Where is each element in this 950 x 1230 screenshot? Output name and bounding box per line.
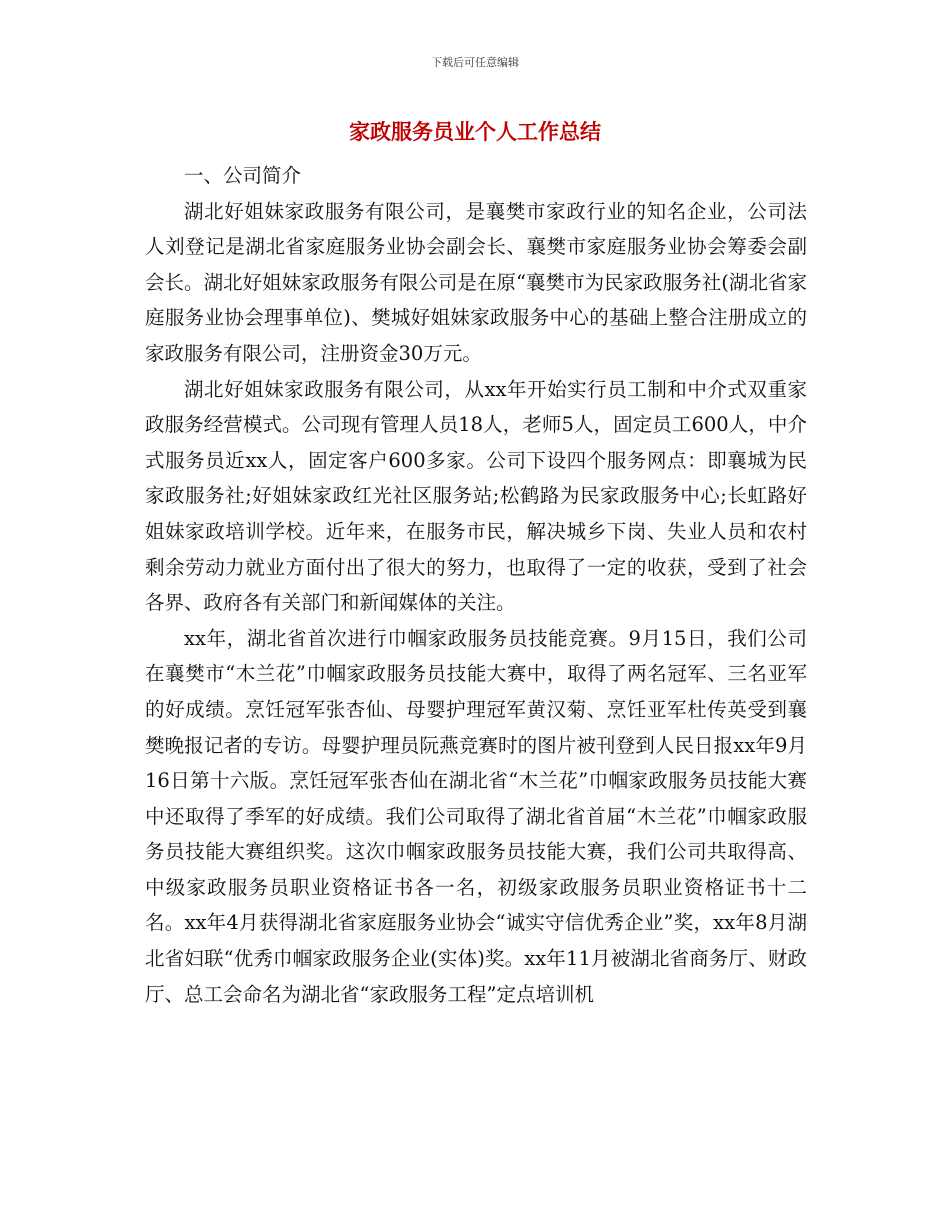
- paragraph-company-profile: 湖北好姐妹家政服务有限公司，是襄樊市家政行业的知名企业，公司法人刘登记是湖北省家庭服务业协会副会长、襄樊市家庭服务业协会筹委会副会长。湖北好姐妹家政服务有限公司是在原“襄樊市为民家政服务社(湖北省家庭服务业协会理事单位)、樊城好姐妹家政服务中心的基础上整合注册成立的家政服务有限公司，注册资金30万元。: [145, 199, 807, 365]
- section-heading: 一、公司简介: [184, 164, 302, 187]
- header-note: 下载后可任意编辑: [431, 56, 519, 69]
- document-body: [145, 158, 807, 1012]
- paragraph-business-model: 湖北好姐妹家政服务有限公司，从xx年开始实行员工制和中介式双重家政服务经营模式。公司现有管理人员18人，老师5人，固定员工600人，中介式服务员近xx人，固定客户600多家。公司下设四个服务网点：即襄城为民家政服务社;好姐妹家政红光社区服务站;松鹤路为民家政服务中心;长虹路好姐妹家政培训学校。近年来，在服务市民，解决城乡下岗、失业人员和农村剩余劳动力就业方面付出了很大的努力，也取得了一定的收获，受到了社会各界、政府各有关部门和新闻媒体的关注。: [145, 377, 807, 615]
- document-title: 家政服务员业个人工作总结: [349, 120, 601, 144]
- paragraph-competition-awards: xx年，湖北省首次进行巾帼家政服务员技能竞赛。9月15日，我们公司在襄樊市“木兰花”巾帼家政服务员技能大赛中，取得了两名冠军、三名亚军的好成绩。烹饪冠军张杏仙、母婴护理冠军黄汉菊、烹饪亚军杜传英受到襄樊晚报记者的专访。母婴护理员阮燕竞赛时的图片被刊登到人民日报xx年9月16日第十六版。烹饪冠军张杏仙在湖北省“木兰花”巾帼家政服务员技能大赛中还取得了季军的好成绩。我们公司取得了湖北省首届“木兰花”巾帼家政服务员技能大赛组织奖。这次巾帼家政服务员技能大赛，我们公司共取得高、中级家政服务员职业资格证书各一名，初级家政服务员职业资格证书十二名。xx年4月获得湖北省家庭服务业协会“诚实守信优秀企业”奖，xx年8月湖北省妇联“优秀巾帼家政服务企业(实体)奖。xx年11月被湖北省商务厅、财政厅、总工会命名为湖北省“家政服务工程”定点培训机: [145, 626, 807, 1006]
